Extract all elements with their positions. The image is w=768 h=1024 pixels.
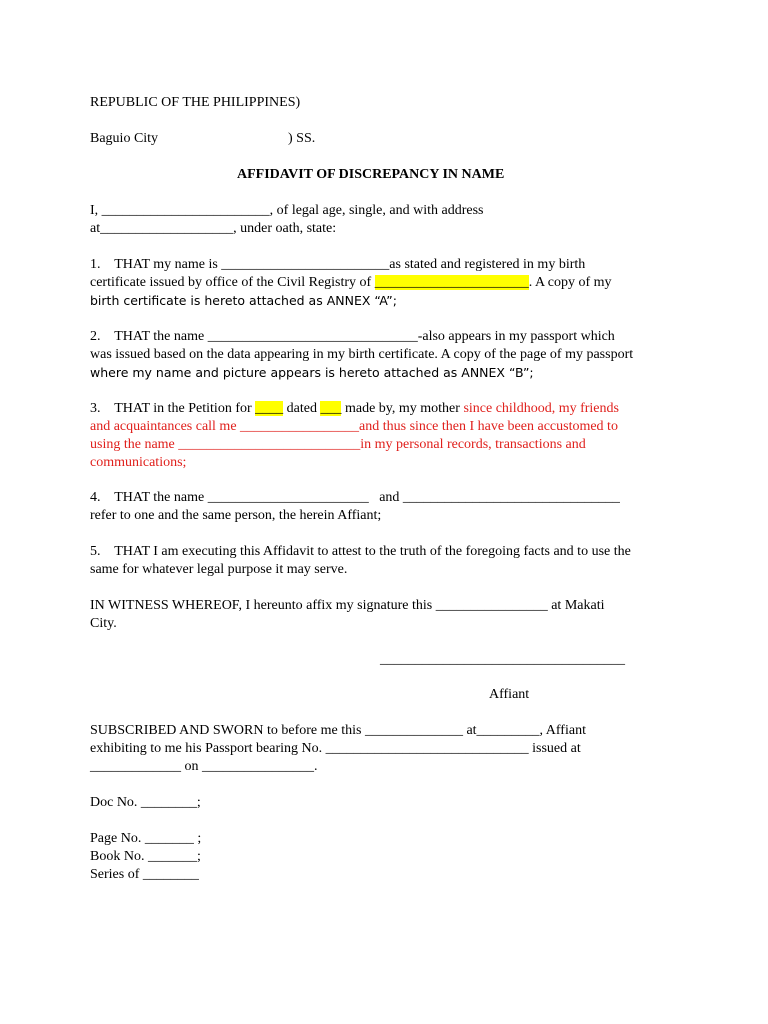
city-label: Baguio City [90, 131, 159, 146]
paragraph-3-line-1 [90, 400, 619, 417]
witness-line-1: IN WITNESS WHEREOF, I hereunto affix my signature this ________________ at Makati [90, 598, 605, 613]
paragraph-1-text-a: certificate issued by office of the Civil Registry of [90, 275, 375, 290]
paragraph-3-line-4: communications; [90, 455, 187, 470]
jurat-line-3: _____________ on ________________. [90, 759, 318, 774]
republic-header: REPUBLIC OF THE PHILIPPINES) [90, 95, 301, 110]
witness-line-2: City. [90, 616, 117, 631]
book-number: Book No. _______; [90, 849, 201, 864]
paragraph-3-line-2: and acquaintances call me _________________and thus since then I have been accustomed to [90, 419, 618, 434]
dated-blank: ___ [320, 401, 342, 416]
paragraph-3-text-a: 3. THAT in the Petition for [90, 401, 256, 416]
affiant-label: Affiant [489, 687, 530, 702]
paragraph-2-line-3: where my name and picture appears is hereto attached as ANNEX “B”; [90, 365, 534, 380]
paragraph-1-line-1: 1. THAT my name is ________________________as stated and registered in my birth [90, 257, 586, 272]
document-title: AFFIDAVIT OF DISCREPANCY IN NAME [237, 167, 505, 182]
signature-line: ___________________________________ [380, 652, 625, 667]
paragraph-4-line-1: 4. THAT the name _______________________ and _______________________________ [90, 490, 620, 505]
jurat-line-2: exhibiting to me his Passport bearing No. _____________________________ issued at [90, 741, 581, 756]
paragraph-2-line-1: 2. THAT the name ______________________________-also appears in my passport which [90, 329, 615, 344]
paragraph-5-line-2: same for whatever legal purpose it may serve. [90, 562, 348, 577]
paragraph-3-text-b: dated [283, 401, 321, 416]
jurat-line-1: SUBSCRIBED AND SWORN to before me this ______________ at_________, Affiant [90, 723, 586, 738]
petition-blank: ____ [255, 401, 284, 416]
intro-line-2: at___________________, under oath, state: [90, 221, 337, 236]
paragraph-1-line-2 [90, 274, 612, 291]
paragraph-3-red-text: since childhood, my friends [463, 401, 619, 416]
paragraph-3-line-3: using the name __________________________in my personal records, transactions and [90, 437, 586, 452]
paragraph-5-line-1: 5. THAT I am executing this Affidavit to attest to the truth of the foregoing facts and to use the [90, 544, 631, 559]
series-number: Series of ________ [90, 867, 199, 882]
intro-line-1: I, ________________________, of legal age, single, and with address [90, 203, 484, 218]
paragraph-4-line-2: refer to one and the same person, the herein Affiant; [90, 508, 382, 523]
paragraph-1-line-3: birth certificate is hereto attached as ANNEX “A”; [90, 293, 397, 308]
page-number: Page No. _______ ; [90, 831, 202, 846]
paragraph-1-text-b: . A copy of my [528, 275, 612, 290]
paragraph-3-text-c: made by, my mother [341, 401, 464, 416]
doc-number: Doc No. ________; [90, 795, 201, 810]
paragraph-2-line-2: was issued based on the data appearing in my birth certificate. A copy of the page of my passport [90, 347, 634, 362]
civil-registry-blank: ______________________ [374, 275, 529, 290]
ss-label: ) SS. [288, 131, 316, 146]
